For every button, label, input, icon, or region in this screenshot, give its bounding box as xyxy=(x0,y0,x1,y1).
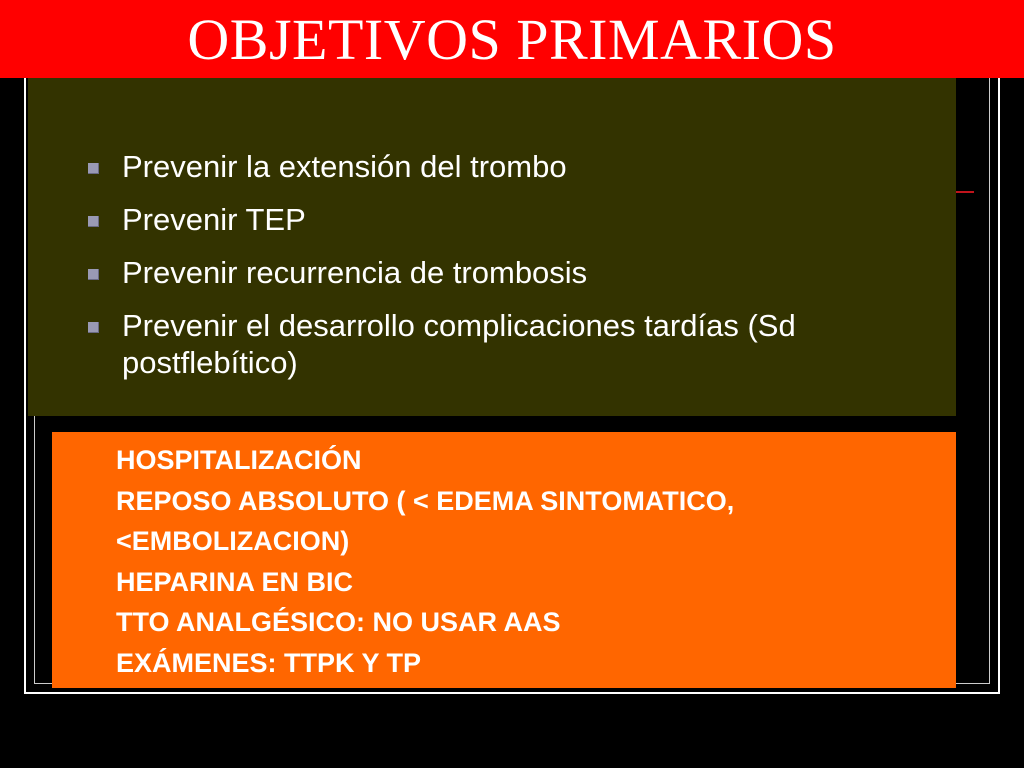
bullet-item xyxy=(88,148,948,185)
callout-line: <EMBOLIZACION) xyxy=(116,526,350,556)
bullet-text: Prevenir la extensión del trombo xyxy=(122,149,567,184)
callout-line: HEPARINA EN BIC xyxy=(116,566,354,597)
callout-text xyxy=(116,440,936,683)
callout-line: TTO ANALGÉSICO: NO USAR AAS xyxy=(116,607,561,637)
bullet-text: Prevenir recurrencia de trombosis xyxy=(122,255,588,290)
bullet-item xyxy=(88,254,948,291)
square-bullet-icon xyxy=(88,163,99,174)
title-bar xyxy=(0,0,1024,78)
square-bullet-icon xyxy=(88,322,99,333)
bullet-text: Prevenir el desarrollo complicaciones tardías (Sd postflebítico) xyxy=(122,308,796,380)
square-bullet-icon xyxy=(88,216,99,227)
bullet-item xyxy=(88,201,948,238)
callout-line: EXÁMENES: TTPK Y TP xyxy=(116,647,422,678)
slide-title: OBJETIVOS PRIMARIOS xyxy=(187,7,837,72)
callout-line: REPOSO ABSOLUTO ( < EDEMA SINTOMATICO, xyxy=(116,485,735,516)
callout-line: HOSPITALIZACIÓN xyxy=(116,445,362,475)
bullet-item xyxy=(88,307,948,381)
square-bullet-icon xyxy=(88,269,99,280)
bullet-list xyxy=(88,148,948,397)
bullet-text: Prevenir TEP xyxy=(122,202,306,237)
